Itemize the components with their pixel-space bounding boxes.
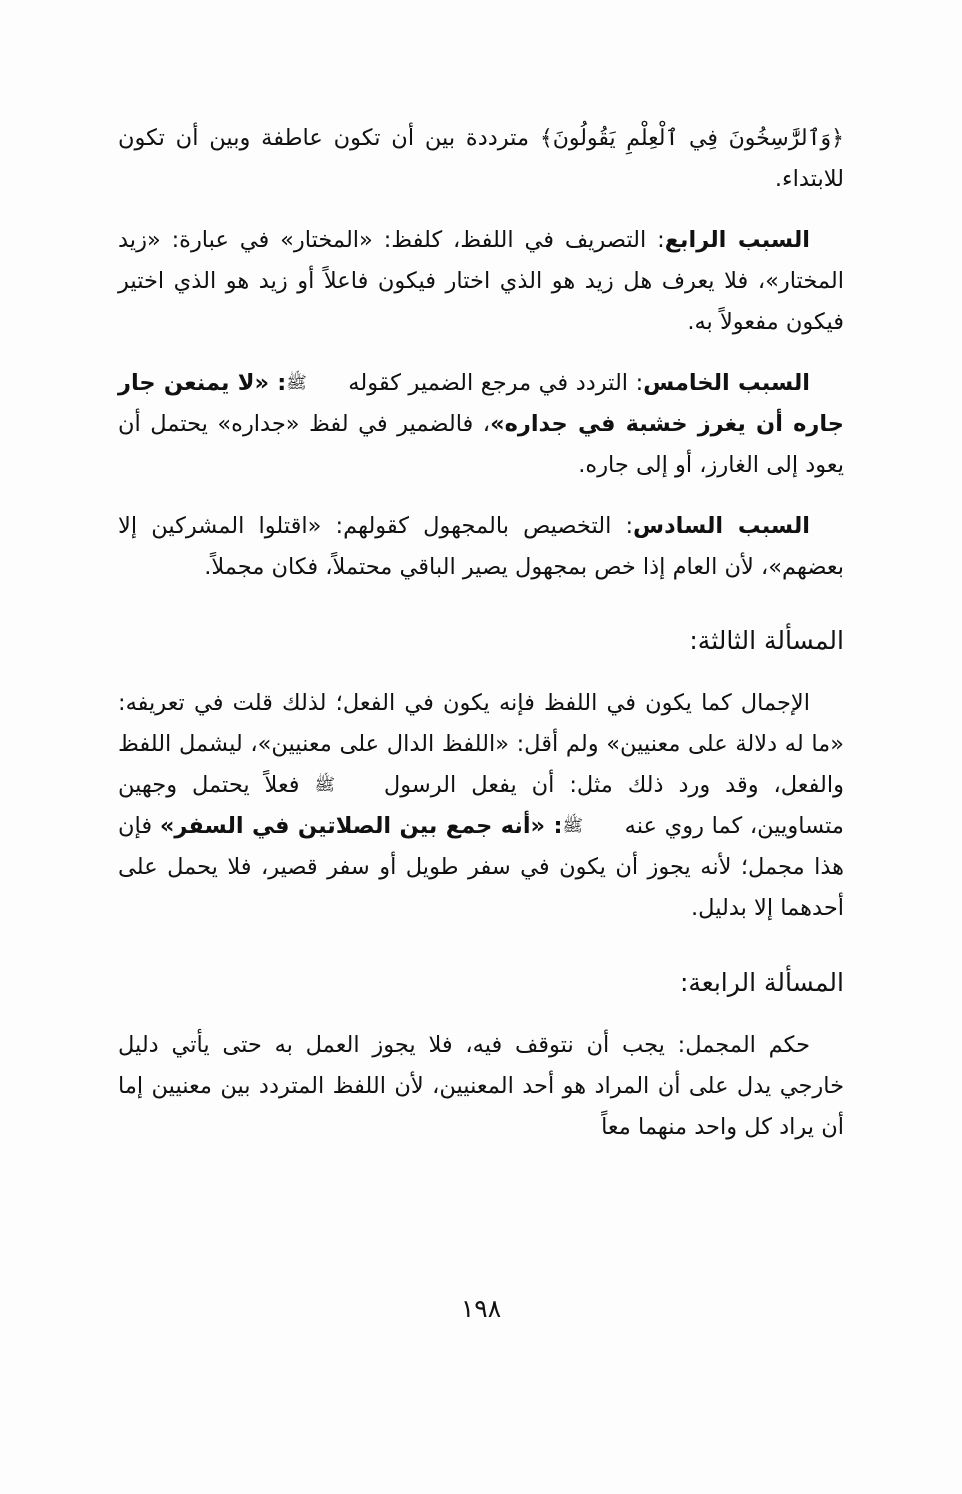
paragraph-hukm-mujmal: حكم المجمل: يجب أن نتوقف فيه، فلا يجوز العمل به حتى يأتي دليل خارجي يدل على أن المراد هو أحد المعنيين، لأن اللفظ المتردد بين معنيين إما أن يراد كل واحد منهما معاً <box>118 1032 844 1140</box>
paragraph-body-5-part3: فإن هذا مجمل؛ لأنه يجوز أن يكون في سفر طويل أو سفر قصير، فلا يحمل على أحدهما إلا بدليل. <box>118 813 844 922</box>
hadith-quote-1: : «لا يمنعن جار جاره أن يغرز خشبة في جداره» <box>118 369 844 437</box>
lead-label-fourth-reason: السبب الرابع <box>664 226 810 253</box>
lead-label-sixth-reason: السبب السادس <box>633 512 810 539</box>
paragraph-sabab-sadis <box>118 506 844 588</box>
paragraph-body-2: : التصريف في اللفظ، كلفظ: «المختار» في عبارة: «زيد المختار»، فلا يعرف هل زيد هو الذي اختار فيكون فاعلاً أو زيد هو الذي اختير فيكون مفعولاً به. <box>118 226 844 335</box>
paragraph-ijmal-discussion <box>118 683 844 929</box>
hadith-quote-2: : «أنه جمع بين الصلاتين في السفر» <box>159 813 563 840</box>
paragraph-body-1: مترددة بين أن تكون عاطفة وبين أن تكون للابتداء. <box>118 125 844 193</box>
page-number: ١٩٨ <box>460 1294 502 1323</box>
section-heading-fourth-issue: المسألة الرابعة: <box>679 968 844 998</box>
paragraph-body-5-part1: الإجمال كما يكون في اللفظ فإنه يكون في الفعل؛ لذلك قلت في تعريفه: «ما له دلالة على معنيين» ولم أقل: «اللفظ الدال على معنيين»، ليشمل اللفظ والفعل، وقد ورد ذلك مثل: أن يفعل الرسول <box>118 690 844 799</box>
salla-allahu-alayhi-wasallam-icon: ﷺ <box>562 816 583 837</box>
lead-label-fifth-reason: السبب الخامس <box>643 369 810 396</box>
page-content <box>118 118 844 1168</box>
quran-verse-text: ﴿وَٱلرَّٰسِخُونَ فِي ٱلْعِلْمِ يَقُولُونَ﴾ <box>539 126 844 151</box>
paragraph-body-4: : التخصيص بالمجهول كقولهم: «اقتلوا المشركين إلا بعضهم»، لأن العام إذا خص بمجهول يصير الباقي محتملاً، فكان مجملاً. <box>118 512 844 580</box>
section-heading-third-issue: المسألة الثالثة: <box>689 626 844 656</box>
paragraph-body-5-part2: فعلاً يحتمل وجهين متساويين، كما روي عنه <box>118 772 844 840</box>
paragraph-body-3-part1: : التردد في مرجع الضمير كقوله <box>340 369 644 396</box>
paragraph-body-3-part2: ، فالضمير في لفظ «جداره» يحتمل أن يعود إلى الغارز، أو إلى جاره. <box>118 410 844 478</box>
salla-allahu-alayhi-wasallam-icon: ﷺ <box>286 372 307 393</box>
salla-allahu-alayhi-wasallam-icon: ﷺ <box>314 775 336 796</box>
paragraph-sabab-rabi <box>118 220 844 343</box>
paragraph-quran-verse <box>118 118 844 200</box>
paragraph-sabab-khamis <box>118 363 844 486</box>
